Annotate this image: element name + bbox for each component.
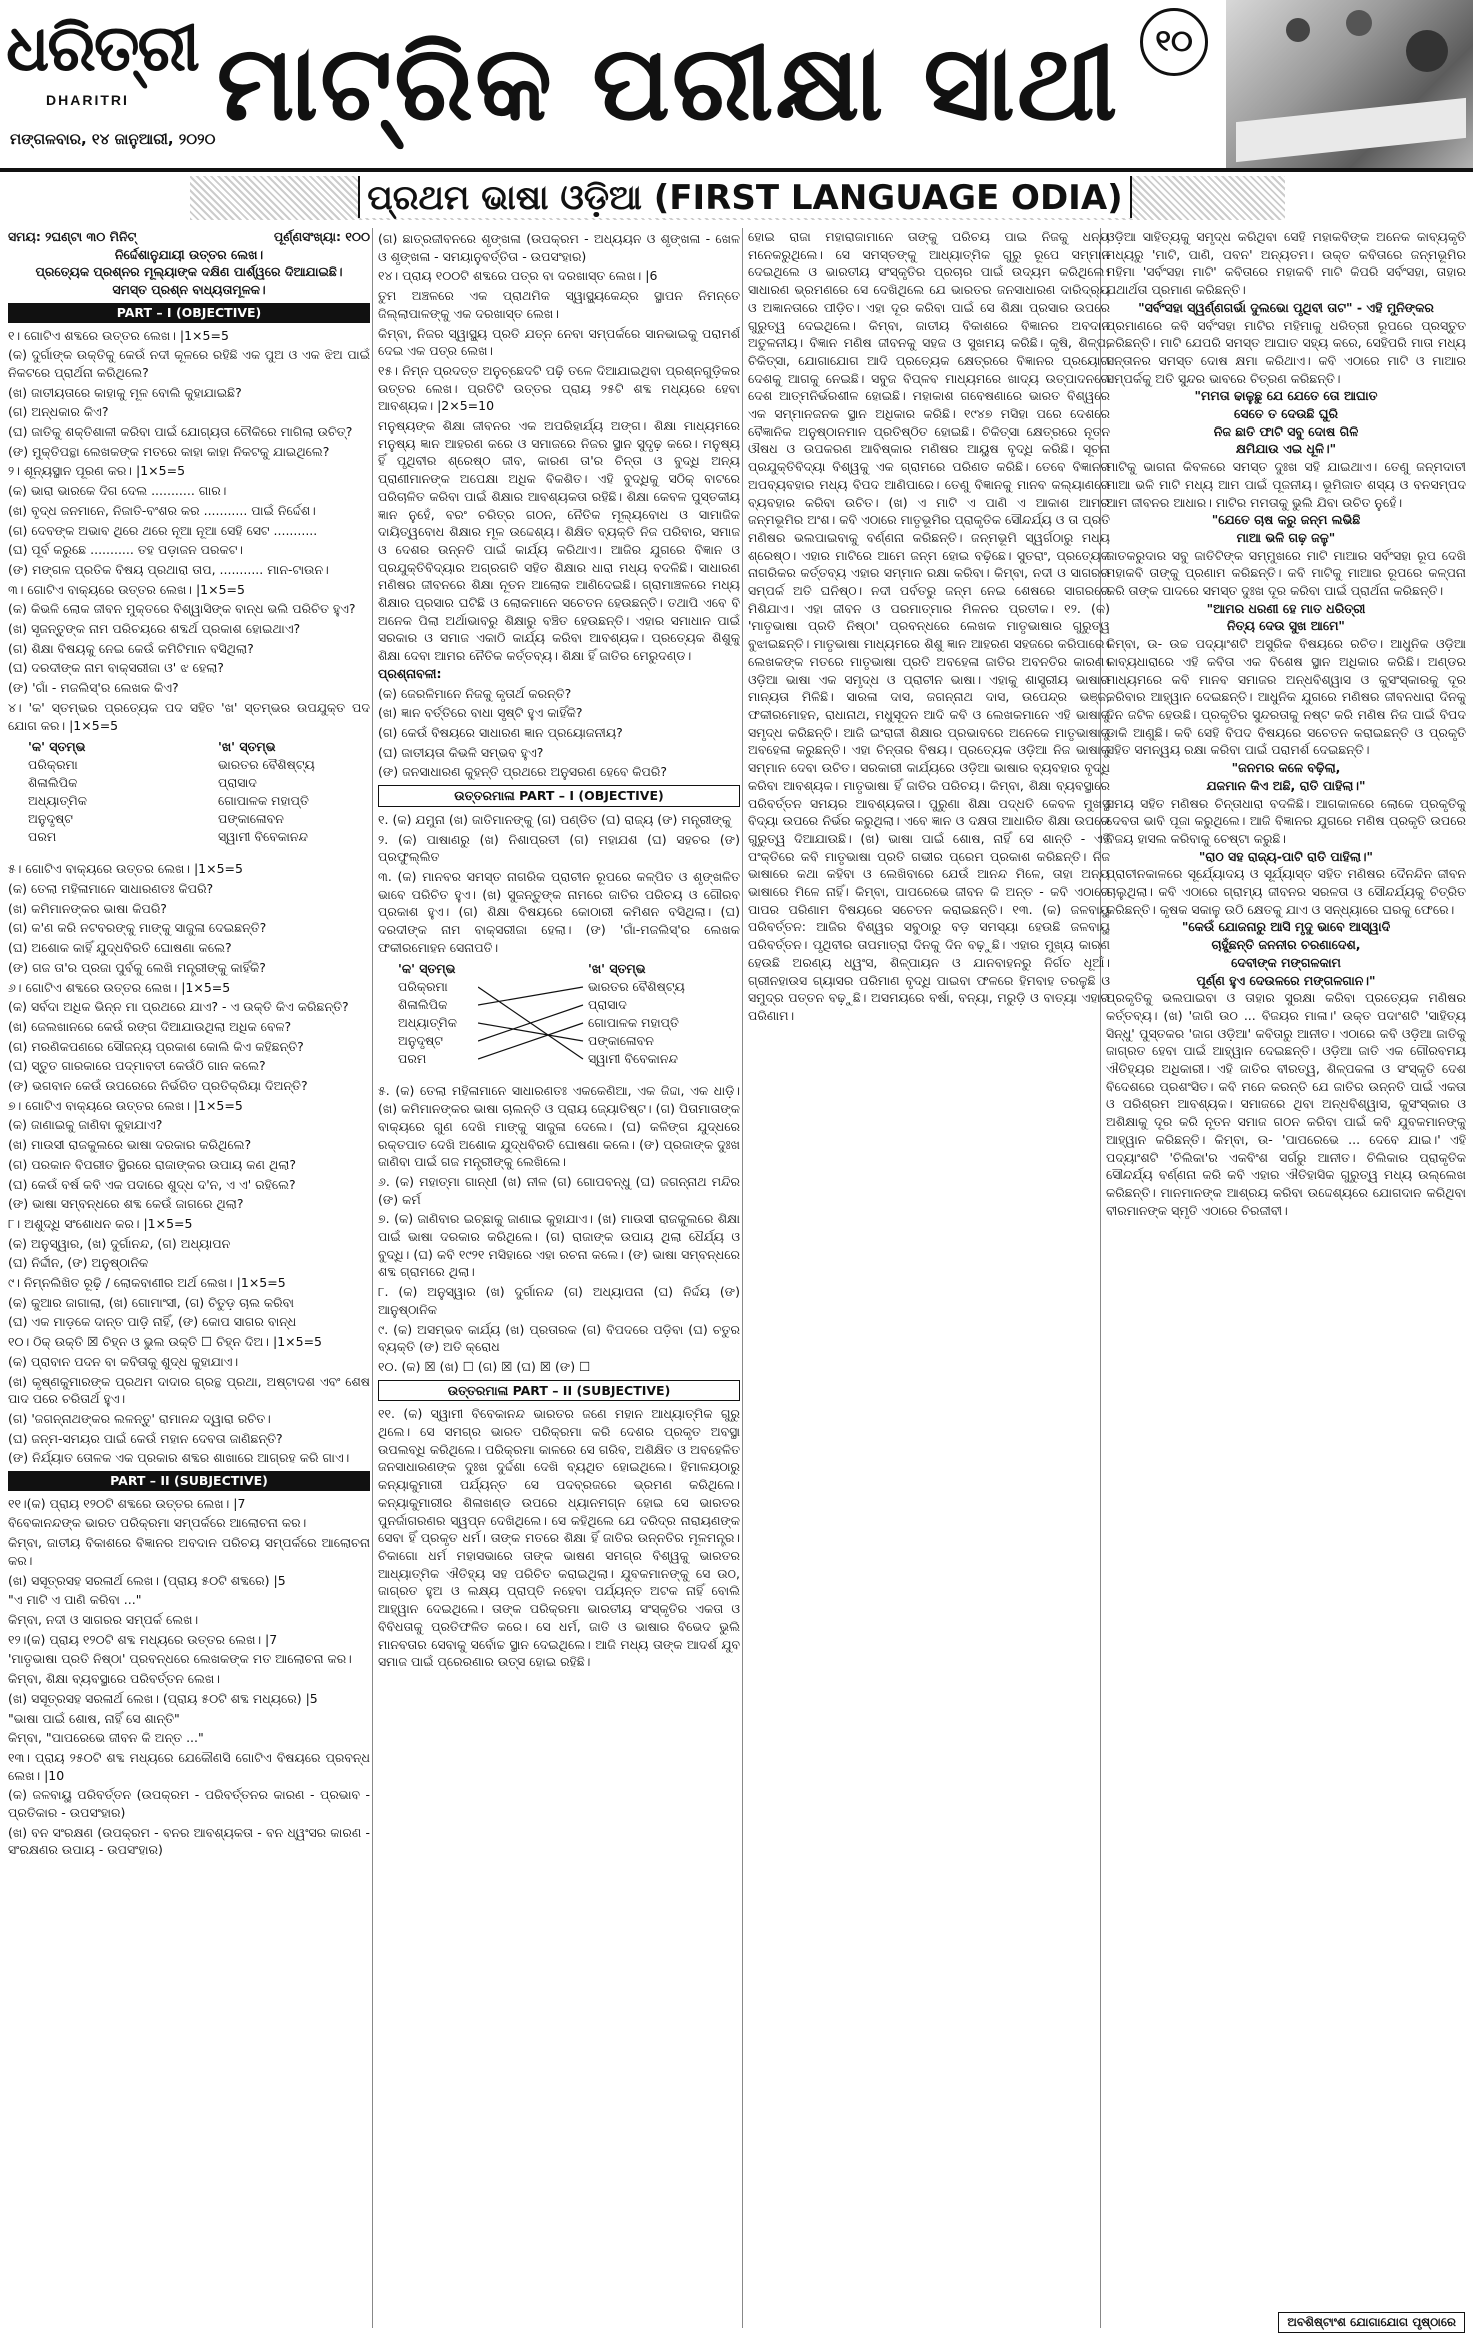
question-line: ୧୪। ପ୍ରାୟ ୧୦୦ଟି ଶବ୍ଦରେ ପତ୍ର ବା ଦରଖାସ୍ତ ଲେଖ। |6 <box>378 268 658 284</box>
question-line: (ଗ) ମରଣିକପଣରେ ସୌଜନ୍ୟ ପ୍ରକାଶ କୋଲି କିଏ କହିଛନ୍ତି? <box>8 1038 304 1054</box>
verse-line: ଚାହୁଁଛନ୍ତି ଜନନୀର ଚରଣାଦେଶ, <box>1211 937 1361 953</box>
verse-block <box>1106 848 1466 866</box>
match-item: ଅଧ୍ୟାତ୍ମିକ <box>28 793 87 809</box>
question-line: କିମ୍ବା, ଜାତୀୟ ବିକାଶରେ ବିଜ୍ଞାନର ଅବଦାନ ପରିଚୟ ସମ୍ପର୍କରେ ଆଲୋଚନା କର। <box>8 1535 370 1568</box>
question-line: ବିବେକାନନ୍ଦଙ୍କ ଭାରତ ପରିକ୍ରମା ସମ୍ପର୍କରେ ଆଲୋଚନା କର। <box>8 1515 307 1531</box>
verse-block <box>1106 511 1466 546</box>
matching-lines <box>478 960 588 1078</box>
student-figure <box>1406 30 1448 72</box>
question-line: (ଗ) ଅନ୍ଧକାର କିଏ? <box>8 404 109 420</box>
passage-question: (ଘ) ଜାତୀୟତା କିଭଳି ସମ୍ଭବ ହୁଏ? <box>378 744 544 760</box>
column-1 <box>8 228 370 2323</box>
logo-subtext: DHARITRI <box>46 92 129 108</box>
question-line: (କ) ଜଳବାୟୁ ପରିବର୍ତ୍ତନ (ଉପକ୍ରମ - ପରିବର୍ତ୍ତନର କାରଣ - ପ୍ରଭାବ - ପ୍ରତିକାର - ଉପସଂହାର) <box>8 1787 370 1821</box>
passage-questions <box>378 685 740 782</box>
match-item: ପ୍ରାସାଦ <box>588 997 627 1013</box>
question-line: ୬। ଗୋଟିଏ ଶବ୍ଦରେ ଉତ୍ତର ଲେଖ। |1×5=5 <box>8 979 231 995</box>
match-item: ପରିକ୍ରମା <box>28 757 78 773</box>
verse-line: "ମମତା ଢାଳୁଛୁ ଯେ ଯେତେ ତୋ ଆଘାତ <box>1194 388 1378 404</box>
column-head: 'ଖ' ସ୍ତମ୍ଭ <box>588 961 646 977</box>
question-line: (କ) ଅନୁସ୍ୱାର, (ଖ) ଦୁର୍ଗାନନ୍ଦ, (ଗ) ଅଧ୍ୟାପନ <box>8 1235 231 1251</box>
answer-paragraph: ସମୟ ସହିତ ମଣିଷର ଚିନ୍ତାଧାରା ବଦଳିଛି। ଆଗକାଳରେ ଲୋକେ ପ୍ରକୃତିକୁ ଦେବତା ଭାବି ପୂଜା କରୁଥିଲେ। ଆଜି ବିଜ୍ଞାନର ଯୁଗରେ ମଣିଷ ପ୍ରକୃତି ଉପରେ ବିଜୟ ହାସଲ କରିବାକୁ ଚେଷ୍ଟା କରୁଛି। <box>1106 795 1466 846</box>
verse-block <box>1106 759 1466 794</box>
question-line: କିମ୍ବା, ଶିକ୍ଷା ବ୍ୟବସ୍ଥାରେ ପରିବର୍ତ୍ତନ ଲେଖ। <box>8 1671 220 1687</box>
match-item: ପରିକ୍ରମା <box>398 979 448 995</box>
column-4 <box>1106 228 1466 2323</box>
question-line: (ଖ) ଜାତୀୟତାରେ କାହାକୁ ମୂଳ ବୋଲି କୁହାଯାଇଛି? <box>8 384 242 400</box>
question-line: (ଙ) ଭଗବାନ କେଉଁ ଉପରେରେ ନିର୍ଭରିତ ପ୍ରତିକ୍ରିୟା ଦିଅନ୍ତି? <box>8 1078 308 1094</box>
issue-date: ମଙ୍ଗଳବାର, ୧୪ ଜାନୁଆରୀ, ୨୦୨୦ <box>10 130 216 148</box>
match-item: ଅଧ୍ୟାତ୍ମିକ <box>398 1015 457 1031</box>
column-head: 'ଖ' ସ୍ତମ୍ଭ <box>218 739 276 755</box>
answer-match-left <box>398 960 457 1068</box>
question-line: ୭। ଗୋଟିଏ ବାକ୍ୟରେ ଉତ୍ତର ଲେଖ। |1×5=5 <box>8 1097 243 1113</box>
answer-line: ୫. (କ) ତେଲା ମହିଳାମାନେ ସାଧାରଣତଃ ଏକକେଣିଆ, ଏକ ଜିଦ୍ଦା, ଏକ ଧାଡ଼ି। (ଖ) କମିମାନଙ୍କର ଭାଷା ଚାଲନ୍ତି ଓ ପ୍ରାୟ ଜ୍ୟୋତିଷ୍ଟ। (ଗ) ପିତାମାତାଙ୍କ ବାକ୍ୟରେ ଗୁଣ ଦେଖି ମାଙ୍କୁ ସାଜୁଳା ଦେଲେ। (ଘ) କଳିଙ୍ଗ ଯୁଦ୍ଧରେ ରକ୍ତପାତ ଦେଖି ଅଶୋକ ଯୁଦ୍ଧବିରତି ଘୋଷଣା କଲେ। (ଙ) ପ୍ରଜାଙ୍କ ଦୁଃଖ ଜାଣିବା ପାଇଁ ଗଜ ମନ୍ତ୍ରୀଙ୍କୁ ଲେଖିଲେ। <box>378 1083 740 1170</box>
question-line: (କ) ତେଲା ମହିଳାମାନେ ସାଧାରଣତଃ କିପରି? <box>8 880 214 896</box>
match-item: ପ୍ରାସାଦ <box>218 775 257 791</box>
question-line: ୧୫। ନିମ୍ନ ପ୍ରଦତ୍ତ ଅନୁଚ୍ଛେଦଟି ପଢ଼ି ତଳେ ଦିଆଯାଇଥିବା ପ୍ରଶ୍ନଗୁଡ଼ିକର ଉତ୍ତର ଲେଖ। ପ୍ରତିଟି ଉତ୍ତର ପ୍ରାୟ ୨୫ଟି ଶବ୍ଦ ମଧ୍ୟରେ ହେବା ଆବଶ୍ୟକ। |2×5=10 <box>378 362 740 414</box>
question-line: କିମ୍ବା, ନିଜର ସ୍ୱାସ୍ଥ୍ୟ ପ୍ରତି ଯତ୍ନ ନେବା ସମ୍ପର୍କରେ ସାନଭାଇକୁ ପରାମର୍ଶ ଦେଇ ଏକ ପତ୍ର ଲେଖ। <box>378 325 740 359</box>
question-line: ୪। 'କ' ସ୍ତମ୍ଭର ପ୍ରତ୍ୟେକ ପଦ ସହିତ 'ଖ' ସ୍ତମ୍ଭର ଉପଯୁକ୍ତ ପଦ ଯୋଗ କର। |1×5=5 <box>8 699 370 733</box>
masthead <box>0 0 1473 170</box>
answer-line: ୭. (କ) ଜାଣିବାର ଇଚ୍ଛାକୁ ଜାଣାଇ କୁହାଯାଏ। (ଖ) ମାଉସୀ ରାଜକୁଲରେ ଶିକ୍ଷା ପାଇଁ ଭାଷା ଦରକାର କରିଥିଲେ। (ଗ) ରାଜାଙ୍କ ଉପାୟ ଥିଲା ଧୈର୍ଯ୍ୟ ଓ ବୁଦ୍ଧି। (ଘ) କବି ୧୯୨୧ ମସିହାରେ ଏହା ରଚନା କଲେ। (ଙ) ଭାଷା ସମ୍ବନ୍ଧରେ ଶବ୍ଦ ଗ୍ରାମରେ ଥିଲା। <box>378 1211 740 1280</box>
question-line: (ଖ) ବୃଦ୍ଧ ଜନମାନେ, ନିଜାତି-ବଂଶର କର ........... ପାଇଁ ନିର୍ଦ୍ଦେଶ। <box>8 502 316 518</box>
question-line: (ଙ) 'ଗାଁ - ମଜଲିସ୍'ର ଲେଖକ କିଏ? <box>8 680 179 696</box>
essay-answer: ୧୧. (କ) ସ୍ୱାମୀ ବିବେକାନନ୍ଦ ଭାରତର ଜଣେ ମହାନ ଆଧ୍ୟାତ୍ମିକ ଗୁରୁ ଥିଲେ। ସେ ସମଗ୍ର ଭାରତ ପରିକ୍ରମା କରି ଦେଶର ପ୍ରକୃତ ଅବସ୍ଥା ଉପଲବ୍ଧି କରିଥିଲେ। ପରିକ୍ରମା କାଳରେ ସେ ଗରିବ, ଅଶିକ୍ଷିତ ଓ ଅବହେଳିତ ଜନସାଧାରଣଙ୍କ ଦୁଃଖ ଦୁର୍ଦ୍ଦଶା ଦେଖି ବ୍ୟଥିତ ହୋଇଥିଲେ। ହିମାଳୟଠାରୁ କନ୍ୟାକୁମାରୀ ପର୍ଯ୍ୟନ୍ତ ସେ ପଦବ୍ରଜରେ ଭ୍ରମଣ କରିଥିଲେ। କନ୍ୟାକୁମାରୀର ଶିଳାଖଣ୍ଡ ଉପରେ ଧ୍ୟାନମଗ୍ନ ହୋଇ ସେ ଭାରତର ପୁନର୍ଜାଗରଣର ସ୍ୱପ୍ନ ଦେଖିଥିଲେ। ସେ କହିଥିଲେ ଯେ ଦରିଦ୍ର ନାରାୟଣଙ୍କ ସେବା ହିଁ ପ୍ରକୃତ ଧର୍ମ। ତାଙ୍କ ମତରେ ଶିକ୍ଷା ହିଁ ଜାତିର ଉନ୍ନତିର ମୂଳମନ୍ତ୍ର। ଚିକାଗୋ ଧର୍ମ ମହାସଭାରେ ତାଙ୍କ ଭାଷଣ ସମଗ୍ର ବିଶ୍ୱକୁ ଭାରତର ଆଧ୍ୟାତ୍ମିକ ଐତିହ୍ୟ ସହ ପରିଚିତ କରାଇଥିଲା। ଯୁବକମାନଙ୍କୁ ସେ ଉଠ, ଜାଗ୍ରତ ହୁଅ ଓ ଲକ୍ଷ୍ୟ ପ୍ରାପ୍ତି ନହେବା ପର୍ଯ୍ୟନ୍ତ ଅଟକ ନାହିଁ ବୋଲି ଆହ୍ୱାନ ଦେଇଥିଲେ। ତାଙ୍କ ପରିକ୍ରମା ଭାରତୀୟ ସଂସ୍କୃତିର ଏକତା ଓ ବିବିଧତାକୁ ପ୍ରତିଫଳିତ କରେ। ସେ ଧର୍ମ, ଜାତି ଓ ଭାଷାର ବିଭେଦ ଭୁଲି ମାନବତାର ସେବାକୁ ସର୍ବୋଚ୍ଚ ସ୍ଥାନ ଦେଇଥିଲେ। ଆଜି ମଧ୍ୟ ତାଙ୍କ ଆଦର୍ଶ ଯୁବ ସମାଜ ପାଇଁ ପ୍ରେରଣାର ଉତ୍ସ ହୋଇ ରହିଛି। <box>378 1406 740 1670</box>
question-line: ୧୨।(କ) ପ୍ରାୟ ୧୨୦ଟି ଶବ୍ଦ ମଧ୍ୟରେ ଉତ୍ତର ଲେଖ। |7 <box>8 1631 278 1647</box>
match-item: ଶିଳାଲିପିକ <box>398 997 448 1013</box>
answer-paragraph: ମାଟିକୁ ଭାଗନା କିବଳରେ ସମସ୍ତ ଦୁଃଖ ସହି ଯାଇଥାଏ। ତେଣୁ ଜନ୍ମଦାତୀ ମାଆ ଭଳି ମାଟି ମଧ୍ୟ ଆମ ପାଇଁ ପୂଜନୀୟ। ଭୂମିଜାତ ଶସ୍ୟ ଓ ବନସମ୍ପଦ ଆମ ଜୀବନର ଆଧାର। ମାଟିର ମମତାକୁ ଭୁଲି ଯିବା ଉଚିତ ନୁହେଁ। <box>1106 459 1466 510</box>
question-line: (ଘ) ସ୍ତୁତ ଗାରକାରେ ପଦ୍ମାବତୀ କେଉଁଠି ଗାନ କଲେ? <box>8 1058 266 1074</box>
letter-and-passage-questions <box>378 230 740 415</box>
verse-block <box>1106 918 1466 989</box>
student-figure <box>1346 10 1372 36</box>
question-line: (ଗ) ଶିକ୍ଷା ବିଷୟକୁ ନେଇ କେଉଁ କମିଟିମାନ ବସିଥିଲା? <box>8 640 254 656</box>
question-line: (ଘ) ଜାତିକୁ ଶକ୍ତିଶାଳୀ କରିବା ପାଇଁ ଯୋଗ୍ୟତା ଚୌକିରେ ମାଗିଲା ଉଚିତ୍? <box>8 424 353 440</box>
objective-questions-a <box>8 327 370 735</box>
question-line: ତୁମ ଅଞ୍ଚଳରେ ଏକ ପ୍ରାଥମିକ ସ୍ୱାସ୍ଥ୍ୟକେନ୍ଦ୍ର ସ୍ଥାପନ ନିମନ୍ତେ ଜିଲ୍ଲାପାଳଙ୍କୁ ଏକ ଦରଖାସ୍ତ ଲେଖ। <box>378 288 740 321</box>
question-line: ୫। ଗୋଟିଏ ବାକ୍ୟରେ ଉତ୍ତର ଲେଖ। |1×5=5 <box>8 861 243 877</box>
column-divider <box>372 228 373 2328</box>
column-3 <box>748 228 1110 2323</box>
part-two-header: PART – II (SUBJECTIVE) <box>8 1471 370 1491</box>
question-line: (ଙ) ମଙ୍ଗଳ ପ୍ରତିକ ବିଷୟ ପ୍ରଥାରା ତାପ, ........... ମାନ-ଟାଉନ। <box>8 561 329 577</box>
answer-continuation: ହୋଇ ରାଜା ମହାରାଜାମାନେ ତାଙ୍କୁ ପରିଚୟ ପାଇ ନିଜକୁ ଧନ୍ୟ ମନେକରୁଥିଲେ। ସେ ସମସ୍ତଙ୍କୁ ଆଧ୍ୟାତ୍ମିକ ଗୁରୁ ରୂପେ ସମ୍ମାନ ଦେଇଥିଲେ ଓ ଭାରତୀୟ ସଂସ୍କୃତିର ପ୍ରଚାର ପାଇଁ ଉଦ୍ୟମ କରିଥିଲେ। ସାଧାରଣ ଭ୍ରମଣରେ ସେ ଦେଖିଥିଲେ ଯେ ଭାରତର ଜନସାଧାରଣ ଦାରିଦ୍ର୍ୟ ଓ ଅଜ୍ଞାନତାରେ ପୀଡ଼ିତ। ଏହା ଦୂର କରିବା ପାଇଁ ସେ ଶିକ୍ଷା ପ୍ରସାର ଉପରେ ଗୁରୁତ୍ୱ ଦେଇଥିଲେ। କିମ୍ବା, ଜାତୀୟ ବିକାଶରେ ବିଜ୍ଞାନର ଅବଦାନ ଅତୁଳନୀୟ। ବିଜ୍ଞାନ ମଣିଷ ଜୀବନକୁ ସହଜ ଓ ସୁଖମୟ କରିଛି। କୃଷି, ଶିଳ୍ପ, ଚିକିତ୍ସା, ଯୋଗାଯୋଗ ଆଦି ପ୍ରତ୍ୟେକ କ୍ଷେତ୍ରରେ ବିଜ୍ଞାନର ପ୍ରୟୋଗ ଦେଶକୁ ଆଗକୁ ନେଇଛି। ସବୁଜ ବିପ୍ଳବ ମାଧ୍ୟମରେ ଖାଦ୍ୟ ଉତ୍ପାଦନରେ ଦେଶ ଆତ୍ମନିର୍ଭରଶୀଳ ହୋଇଛି। ମହାକାଶ ଗବେଷଣାରେ ଭାରତ ବିଶ୍ୱରେ ଏକ ସମ୍ମାନଜନକ ସ୍ଥାନ ଅଧିକାର କରିଛି। ୧୯୪୭ ମସିହା ପରେ ଦେଶରେ ବୈଜ୍ଞାନିକ ଅନୁଷ୍ଠାନମାନ ପ୍ରତିଷ୍ଠିତ ହୋଇଛି। ଚିକିତ୍ସା କ୍ଷେତ୍ରରେ ନୂତନ ଔଷଧ ଓ ଉପକରଣ ଆବିଷ୍କାର ମଣିଷର ଆୟୁଷ ବୃଦ୍ଧି କରିଛି। ସୂଚନା ପ୍ରଯୁକ୍ତିବିଦ୍ୟା ବିଶ୍ୱକୁ ଏକ ଗ୍ରାମରେ ପରିଣତ କରିଛି। ତେବେ ବିଜ୍ଞାନର ଅପବ୍ୟବହାର ମଧ୍ୟ ବିପଦ ଆଣିପାରେ। ତେଣୁ ବିଜ୍ଞାନକୁ ମାନବ କଲ୍ୟାଣରେ ବ୍ୟବହାର କରିବା ଉଚିତ। (ଖ) ଏ ମାଟି ଏ ପାଣି ଏ ଆକାଶ ଆମର ଜନ୍ମଭୂମିର ଅଂଶ। କବି ଏଠାରେ ମାତୃଭୂମିର ପ୍ରାକୃତିକ ସୌନ୍ଦର୍ଯ୍ୟ ଓ ତା ପ୍ରତି ମଣିଷର ଭଲପାଇବାକୁ ବର୍ଣ୍ଣନା କରିଛନ୍ତି। ଜନ୍ମଭୂମି ସ୍ୱର୍ଗଠାରୁ ମଧ୍ୟ ଶ୍ରେଷ୍ଠ। ଏହାର ମାଟିରେ ଆମେ ଜନ୍ମ ହୋଇ ବଢ଼ିଛେ। ସୁତରାଂ, ପ୍ରତ୍ୟେକ ନାଗରିକର କର୍ତ୍ତବ୍ୟ ଏହାର ସମ୍ମାନ ରକ୍ଷା କରିବା। କିମ୍ବା, ନଦୀ ଓ ସାଗରର ସମ୍ପର୍କ ଅତି ଘନିଷ୍ଠ। ନଦୀ ପର୍ବତରୁ ଜନ୍ମ ନେଇ ଶେଷରେ ସାଗରରେ ମିଶିଯାଏ। ଏହା ଜୀବନ ଓ ପରମାତ୍ମାର ମିଳନର ପ୍ରତୀକ। ୧୨. (କ) 'ମାତୃଭାଷା ପ୍ରତି ନିଷ୍ଠା' ପ୍ରବନ୍ଧରେ ଲେଖକ ମାତୃଭାଷାର ଗୁରୁତ୍ୱ ବୁଝାଇଛନ୍ତି। ମାତୃଭାଷା ମାଧ୍ୟମରେ ଶିଶୁ ଜ୍ଞାନ ଆହରଣ ସହଜରେ କରିପାରେ। ଲେଖକଙ୍କ ମତରେ ମାତୃଭାଷା ପ୍ରତି ଅବହେଳା ଜାତିର ଅବନତିର କାରଣ। ଓଡ଼ିଆ ଭାଷା ଏକ ସମୃଦ୍ଧ ଓ ପ୍ରାଚୀନ ଭାଷା। ଏହାକୁ ଶାସ୍ତ୍ରୀୟ ଭାଷାର ମାନ୍ୟତା ମିଳିଛି। ସାରଳା ଦାସ, ଜଗନ୍ନାଥ ଦାସ, ଉପେନ୍ଦ୍ର ଭଞ୍ଜ, ଫକୀରମୋହନ, ରାଧାନାଥ, ମଧୁସୂଦନ ଆଦି କବି ଓ ଲେଖକମାନେ ଏହି ଭାଷାକୁ ସମୃଦ୍ଧ କରିଛନ୍ତି। ଆଜି ଇଂରାଜୀ ଶିକ୍ଷାର ପ୍ରଭାବରେ ଅନେକେ ମାତୃଭାଷାକୁ ଅବହେଳା କରୁଛନ୍ତି। ଏହା ଚିନ୍ତାର ବିଷୟ। ପ୍ରତ୍ୟେକ ଓଡ଼ିଆ ନିଜ ଭାଷାକୁ ସମ୍ମାନ ଦେବା ଉଚିତ। ସରକାରୀ କାର୍ଯ୍ୟରେ ଓଡ଼ିଆ ଭାଷାର ବ୍ୟବହାର ବୃଦ୍ଧି କରିବା ଆବଶ୍ୟକ। ମାତୃଭାଷା ହିଁ ଜାତିର ପରିଚୟ। କିମ୍ବା, ଶିକ୍ଷା ବ୍ୟବସ୍ଥାରେ ପରିବର୍ତ୍ତନ ସମୟର ଆବଶ୍ୟକତା। ପୁରୁଣା ଶିକ୍ଷା ପଦ୍ଧତି କେବଳ ମୁଖସ୍ଥ ବିଦ୍ୟା ଉପରେ ନିର୍ଭର କରୁଥିଲା। ଏବେ ଜ୍ଞାନ ଓ ଦକ୍ଷତା ଆଧାରିତ ଶିକ୍ଷା ଉପରେ ଗୁରୁତ୍ୱ ଦିଆଯାଉଛି। (ଖ) ଭାଷା ପାଇଁ ଶୋଷ, ନାହିଁ ସେ ଶାନ୍ତି - ଏହି ପଂକ୍ତିରେ କବି ମାତୃଭାଷା ପ୍ରତି ଗଭୀର ପ୍ରେମ ପ୍ରକାଶ କରିଛନ୍ତି। ନିଜ ଭାଷାରେ କଥା କହିବା ଓ ଲେଖିବାରେ ଯେଉଁ ଆନନ୍ଦ ମିଳେ, ତାହା ଅନ୍ୟ ଭାଷାରେ ମିଳେ ନାହିଁ। କିମ୍ବା, ପାପରେଭେ ଜୀବନ କି ଅନ୍ତ - କବି ଏଠାରେ ପାପର ପରିଣାମ ବିଷୟରେ ସଚେତନ କରାଇଛନ୍ତି। ୧୩. (କ) ଜଳବାୟୁ ପରିବର୍ତ୍ତନ: ଆଜିର ବିଶ୍ୱର ସବୁଠାରୁ ବଡ଼ ସମସ୍ୟା ହେଉଛି ଜଳବାୟୁ ପରିବର୍ତ୍ତନ। ପୃଥିବୀର ତାପମାତ୍ରା ଦିନକୁ ଦିନ ବଢ଼ୁଛି। ଏହାର ମୁଖ୍ୟ କାରଣ ହେଉଛି ଅରଣ୍ୟ ଧ୍ୱଂସ, ଶିଳ୍ପାୟନ ଓ ଯାନବାହନରୁ ନିର୍ଗତ ଧୂଆଁ। ଗ୍ରୀନହାଉସ ଗ୍ୟାସର ପରିମାଣ ବୃଦ୍ଧି ପାଇବା ଫଳରେ ହିମବାହ ତରଳୁଛି ଓ ସମୁଦ୍ର ପତ୍ତନ ବଢ଼ୁଛି। ଅସମୟରେ ବର୍ଷା, ବନ୍ୟା, ମରୁଡ଼ି ଓ ବାତ୍ୟା ଏହାର ପରିଣାମ। <box>748 229 1110 1023</box>
answer-match-columns <box>378 960 740 1078</box>
match-columns <box>8 738 370 856</box>
question-line: କିମ୍ବା, ନଦୀ ଓ ସାଗରର ସମ୍ପର୍କ ଲେଖ। <box>8 1612 199 1627</box>
match-item: ଅନୁଦୃଷ୍ଟ <box>28 811 73 827</box>
verse-line: ନିତ୍ୟ ଦେଉ ସୁଖ ଆମେ" <box>1227 618 1345 634</box>
continued-note: ଅବଶିଷ୍ଟାଂଶ ଯୋଗାଯୋଗ ପୃଷ୍ଠାରେ <box>1278 2312 1465 2333</box>
answer-line: ୮. (କ) ଅନୁସ୍ୱାର (ଖ) ଦୁର୍ଗାନନ୍ଦ (ଗ) ଅଧ୍ୟାପନା (ଘ) ନିର୍ଦ୍ଦୟ (ଙ) ଆନୁଷ୍ଠାନିକ <box>378 1284 740 1317</box>
verse-line: ଦେବୀଙ୍କ ମଙ୍ଗଳକାମ <box>1231 954 1341 970</box>
column-2 <box>378 228 740 2323</box>
passage-question: (କ) ଜେରଳିମାନେ ନିଜକୁ କୃତାର୍ଥ କରନ୍ତି? <box>378 685 572 701</box>
answer-line: ୩. (କ) ମାନବର ସମସ୍ତ ନାଗରିକ ପ୍ରାଚୀନ ରୂପରେ କଳ୍ପିତ ଓ ଶୃଙ୍ଖଳିତ ଭାବେ ପରିଚିତ ହୁଏ। (ଖ) ସୁଜନ୍ତୁଙ୍କ ନାମରେ ଜାତିର ପରିଚୟ ଓ ଗୌରବ ପ୍ରକାଶ ହୁଏ। (ଗ) ଶିକ୍ଷା ବିଷୟରେ କୋଠାରୀ କମିଶନ ବସିଥିଲା। (ଘ) ଦରଦୀଙ୍କ ନାମ ବାକ୍ସରୀଜା ହେଲା। (ଙ) 'ଗାଁ-ମଜଲିସ୍'ର ଲେଖକ ଫକୀରମୋହନ ସେନାପତି। <box>378 868 740 955</box>
question-line: "ଭାଷା ପାଇଁ ଶୋଷ, ନାହିଁ ସେ ଶାନ୍ତି" <box>8 1710 180 1726</box>
answer-paragraph: କିମ୍ବା, ଉ- ଉଚ୍ଚ ପଦ୍ୟାଂଶଟି ଅସୁରିକ ବିଷୟରେ ରଚିତ। ଆଧୁନିକ ଓଡ଼ିଆ କାବ୍ୟଧାରାରେ ଏହି କବିତା ଏକ ବିଶେଷ ସ୍ଥାନ ଅଧିକାର କରିଛି। ଅଣ୍ଡର ମାଧ୍ୟମରେ କବି ମାନବ ସମାଜର ଅନ୍ଧବିଶ୍ୱାସ ଓ କୁସଂସ୍କାରକୁ ଦୂର କରିବାର ଆହ୍ୱାନ ଦେଇଛନ୍ତି। ଆଧୁନିକ ଯୁଗରେ ମଣିଷର ଜୀବନଧାରା ଦିନକୁ ଦିନ ଜଟିଳ ହେଉଛି। ପ୍ରକୃତିର ସୁନ୍ଦରତାକୁ ନଷ୍ଟ କରି ମଣିଷ ନିଜ ପାଇଁ ବିପଦ ଡାକି ଆଣୁଛି। କବି ସେହି ବିପଦ ବିଷୟରେ ସଚେତନ କରାଇଛନ୍ତି ଓ ପ୍ରକୃତି ସହିତ ସମନ୍ୱୟ ରକ୍ଷା କରିବା ପାଇଁ ପରାମର୍ଶ ଦେଇଛନ୍ତି। <box>1106 636 1466 758</box>
answer-line: ୧. (କ) ଯମୁନା (ଖ) ଜାତିମାନଙ୍କୁ (ଗ) ପଣ୍ଡିତ (ଘ) ରାଜ୍ୟ (ଙ) ମନ୍ତ୍ରୀଙ୍କୁ <box>378 811 732 827</box>
match-item: ପରମ <box>398 1051 427 1067</box>
column-head: 'କ' ସ୍ତମ୍ଭ <box>28 739 86 755</box>
match-item: ସ୍ୱାମୀ ବିବେକାନନ୍ଦ <box>218 829 308 845</box>
match-item: ସ୍ୱାମୀ ବିବେକାନନ୍ଦ <box>588 1051 678 1067</box>
question-line: (ଘ) ଜନ୍ମ-ସମୟର ପାଇଁ କେଉଁ ମହାନ ଦେବତା ଜାଣିଛନ୍ତି? <box>8 1430 283 1446</box>
question-line: (କ) ପ୍ରାବାନ ପଦନ ବା କବିତାକୁ ଶୁଦ୍ଧ କୁହାଯାଏ। <box>8 1353 239 1369</box>
question-line: ୩। ଗୋଟିଏ ବାକ୍ୟରେ ଉତ୍ତର ଲେଖ। |1×5=5 <box>8 581 245 597</box>
answer-paragraph: ପ୍ରମାଣରେ କବି ସର୍ବଂସହା ମାଟିର ମହିମାକୁ ଧରିତ୍ରୀ ରୂପରେ ପ୍ରସ୍ତୁତ କରିଛନ୍ତି। ମାଟି ଯେପରି ସମସ୍ତ ଆଘାତ ସହ୍ୟ କରେ, ସେହିପରି ମାତା ମଧ୍ୟ ସନ୍ତାନର ସମସ୍ତ ଦୋଷ କ୍ଷମା କରିଥାଏ। କବି ଏଠାରେ ମାଟି ଓ ମାଆର ସମ୍ପର୍କକୁ ଅତି ସୁନ୍ଦର ଭାବରେ ଚିତ୍ରଣ କରିଛନ୍ତି। <box>1106 317 1466 386</box>
question-line: (ଗ) ଛାତ୍ରଜୀବନରେ ଶୃଙ୍ଖଳା (ଉପକ୍ରମ - ଅଧ୍ୟୟନ ଓ ଶୃଙ୍ଖଳା - ଖେଳ ଓ ଶୃଙ୍ଖଳା - ସମୟାନୁବର୍ତ୍ତିତା - ଉପସଂହାର) <box>378 231 740 264</box>
verse-line: ଯଜମାନ କିଏ ଅଛି, ରାତି ପାହିଲା।" <box>1206 777 1366 793</box>
question-line: (ଘ) କେଉଁ ବର୍ଷ କବି ଏକ ପଦାରେ ଶୁଦ୍ଧ ଦ'ନ, ଏ ଏ' ରହିଲେ? <box>8 1176 296 1192</box>
passage-question: (ଙ) ଜନସାଧାରଣ କୁହନ୍ତି ପ୍ରଥରେ ଅନୁସରଣ ହେବେ କିପରି? <box>378 764 667 780</box>
question-line: (ଙ) ଭାଷା ସମ୍ବନ୍ଧରେ ଶବ୍ଦ କେଉଁ ଜାଗରେ ଥିଲା? <box>8 1196 244 1212</box>
objective-questions-b <box>8 860 370 1467</box>
subject-heading: ପ୍ରଥମ ଭାଷା ଓଡ଼ିଆ (FIRST LANGUAGE ODIA) <box>358 176 1132 218</box>
passage-question: (ଗ) କେଉଁ ବିଷୟରେ ସାଧାରଣ ଜ୍ଞାନ ପ୍ରୟୋଜନୀୟ? <box>378 724 623 740</box>
answer-paragraph: ଓଡ଼ିଆ ସାହିତ୍ୟକୁ ସମୃଦ୍ଧ କରିଥିବା ସେହି ମହାକବିଙ୍କ ଅନେକ କାବ୍ୟକୃତି ମଧ୍ୟରୁ 'ମାଟି, ପାଣି, ପବନ' ଅନ୍ୟତମ। ଉକ୍ତ କବିତାରେ ଜନ୍ମଭୂମିର ମହିମା 'ସର୍ବଂସହା ମାଟି' କବିତାରେ ମହାକବି ମାଟି କିପରି ସର୍ବଂସହା, ତାହାର ଯଥାର୍ଥତା ପ୍ରମାଣ କରିଛନ୍ତି। <box>1106 229 1466 298</box>
answer-line: ୧୦. (କ) ☒ (ଖ) ☐ (ଗ) ☒ (ଘ) ☒ (ଙ) ☐ <box>378 1358 591 1374</box>
question-line: ୧୩। ପ୍ରାୟ ୨୫୦ଟି ଶବ୍ଦ ମଧ୍ୟରେ ଯେକୌଣସି ଗୋଟିଏ ବିଷୟରେ ପ୍ରବନ୍ଧ ଲେଖ। |10 <box>8 1749 370 1783</box>
verse-line: "ଆମର ଧରଣୀ ହେ ମାତ ଧରିତ୍ରୀ <box>1206 600 1366 616</box>
match-item: ଅନୁଦୃଷ୍ଟ <box>398 1033 443 1049</box>
match-right-column <box>218 738 315 846</box>
exam-time: ସମୟ: ୨ଘଣ୍ଟା ୩୦ ମିନିଟ୍ <box>8 229 137 244</box>
question-line: (ଗ) ଦେବଙ୍କ ଅଭାବ ଥିରେ ଥରେ ନୂଆ ନୂଆ ସେହି ସେଟ ........... <box>8 522 318 538</box>
question-line: କିମ୍ବା, "ପାପରେଭେ ଜୀବନ କି ଅନ୍ତ ..." <box>8 1730 204 1746</box>
match-left-column <box>28 738 87 846</box>
question-line: (କ) କିଭଳି ଲୋକ ଜୀବନ ମୁକ୍ତରେ ବିଶ୍ୱାସିଙ୍କ ବାନ୍ଧ ଭଲି ପରିଚିତ ହୁଏ? <box>8 601 356 617</box>
logo-text: ଧରିତ୍ରୀ <box>6 11 198 86</box>
desk-shape <box>1236 98 1466 162</box>
question-line: (ଘ) ନିର୍ଦ୍ଦୀନ, (ଙ) ଅନୁଷ୍ଠାନିକ <box>8 1255 149 1271</box>
question-line: ୮। ଅଶୁଦ୍ଧି ସଂଶୋଧନ କର। |1×5=5 <box>8 1215 193 1231</box>
question-line: (ଘ) ଅଶୋକ କାହିଁ ଯୁଦ୍ଧବିରତି ଘୋଷଣା କଲେ? <box>8 940 232 956</box>
verse-line: ମାଆ ଭଳି ଗଢ଼ ଜଳୁ" <box>1236 529 1336 545</box>
question-line: ୯। ନିମ୍ନଲିଖିତ ରୂଢ଼ି / ଲୋକବାଣୀର ଅର୍ଥ ଲେଖ। |1×5=5 <box>8 1275 286 1291</box>
verse-line: "କେଉଁ ଯୋଜନାରୁ ଆସି ମୃଦୁ ଭାବେ ଆସ୍ୱାଦି <box>1181 919 1391 935</box>
question-line: "ଏ ମାଟି ଏ ପାଣି କରିବା ..." <box>8 1592 142 1608</box>
question-line: (ଗ) ପରକାନ ବିପରୀତ ସ୍ଥିରରେ ରାଜାଙ୍କର ଉପାୟ କଣ ଥିଲା? <box>8 1156 297 1172</box>
question-line: (ଗ) କ'ଣ କରି ନଟବରଙ୍କୁ ମାଙ୍କୁ ସାଜୁଳା ଦେଇଛନ୍ତି? <box>8 920 267 936</box>
column-head: 'କ' ସ୍ତମ୍ଭ <box>398 961 456 977</box>
page-title: ମାଟ୍ରିକ ପରୀକ୍ଷା ସାଥୀ <box>216 22 1120 144</box>
question-line: (ଘ) ଦରଦୀଙ୍କ ନାମ ବାକ୍ସରୀଜା ଓ' ଝ ହେଲା? <box>8 660 224 676</box>
match-item: ପଙ୍କାଳୋବନ <box>588 1033 654 1049</box>
question-line: (ଖ) କମିମାନଙ୍କର ଭାଷା କିପରି? <box>8 900 167 916</box>
question-line: (କ) ଜାଣାଇକୁ ଜାଣିବା କୁହାଯାଏ? <box>8 1117 163 1133</box>
verse-line: ପୂର୍ଣ୍ଣ ହୁଏ ଦେଉଳରେ ମଙ୍ଗଳଗାନ।" <box>1196 972 1376 988</box>
verse-line: "ସର୍ବଂସହା ସ୍ୱର୍ଣ୍ଣଗର୍ଭା ଦୁଲଭୋ ପୃଥିବୀ ତାଟ" - ଏହି ମୁନିଙ୍କର <box>1138 299 1434 315</box>
question-line: ୧୦। ଠିକ୍ ଉକ୍ତି ☒ ଚିହ୍ନ ଓ ଭୁଲ ଉକ୍ତି ☐ ଚିହ୍ନ ଦିଅ। |1×5=5 <box>8 1334 323 1350</box>
match-item: ଶିଳାଲିପିକ <box>28 775 78 791</box>
verse-block <box>1106 387 1466 458</box>
verse-line: "ଯେତେ ଚାଷ କରୁ ଜନ୍ମ ଲଭିଛି <box>1211 512 1361 528</box>
verse-line: ନିଜ ଛାତି ଫାଟି ସବୁ ଦୋଷ ଗିଳି <box>1213 423 1359 439</box>
exam-meta <box>8 228 370 246</box>
page-number-badge: ୧୦ <box>1140 8 1208 76</box>
exam-marks: ପୂର୍ଣ୍ଣସଂଖ୍ୟା: ୧୦୦ <box>273 229 370 244</box>
answer-key-part-one: ଉତ୍ତରମାଳା PART – I (OBJECTIVE) <box>378 785 740 807</box>
question-line: (କ) ଭାରା ଭାରକେ ଦିଗ ଦେଲ ........... ଗାର। <box>8 483 227 499</box>
answer-key-part-two: ଉତ୍ତରମାଳା PART – II (SUBJECTIVE) <box>378 1380 740 1402</box>
answer-paragraph: ପ୍ରାଚୀନକାଳରେ ସୂର୍ଯ୍ୟୋଦୟ ଓ ସୂର୍ଯ୍ୟାସ୍ତ ସହିତ ମଣିଷର ଦୈନନ୍ଦିନ ଜୀବନ ଚାଲୁଥିଲା। କବି ଏଠାରେ ଗ୍ରାମ୍ୟ ଜୀବନର ସରଳତା ଓ ସୌନ୍ଦର୍ଯ୍ୟକୁ ଚିତ୍ରିତ କରିଛନ୍ତି। କୃଷକ ସକାଳୁ ଉଠି କ୍ଷେତକୁ ଯାଏ ଓ ସନ୍ଧ୍ୟାରେ ଘରକୁ ଫେରେ। <box>1106 866 1466 917</box>
question-line: ୧୧।(କ) ପ୍ରାୟ ୧୨୦ଟି ଶବ୍ଦରେ ଉତ୍ତର ଲେଖ। |7 <box>8 1495 246 1511</box>
question-line: ୨। ଶୂନ୍ୟସ୍ଥାନ ପୂରଣ କର। |1×5=5 <box>8 463 186 479</box>
question-line: (ଖ) ମାଉସୀ ରାଜକୁଲରେ ଭାଷା ଦରକାର କରିଥିଲେ? <box>8 1137 252 1153</box>
answer-line: ୬. (କ) ମହାତ୍ମା ଗାନ୍ଧୀ (ଖ) ନୀଳ (ଗ) ଗୋପବନ୍ଧୁ (ଘ) ଜଗନ୍ନାଥ ମନ୍ଦିର (ଙ) କର୍ମ <box>378 1173 740 1207</box>
instruction-line: ନିର୍ଦ୍ଦେଶାନୁଯାୟୀ ଉତ୍ତର ଲେଖ। <box>114 246 264 262</box>
match-item: ପଙ୍କାଳୋବନ <box>218 811 284 827</box>
subject-banner <box>190 176 1285 220</box>
match-item: ଗୋପାଳକ ମହାପ୍ତି <box>588 1015 679 1031</box>
questions-title: ପ୍ରଶ୍ନାବଳୀ: <box>378 665 442 681</box>
match-item: ପରମ <box>28 829 57 845</box>
answers-b <box>378 1082 740 1375</box>
masthead-rule <box>0 168 1473 172</box>
part-one-header: PART – I (OBJECTIVE) <box>8 303 370 323</box>
question-line: (ଖ) ସସୂତ୍ରସହ ସରଳାର୍ଥ ଲେଖ। (ପ୍ରାୟ ୫୦ଟି ଶବ୍ଦରେ) |5 <box>8 1572 286 1588</box>
answer-line: ୨. (କ) ପାଷାଣରୁ (ଖ) ନିଶାପ୍ରତୀ (ଗ) ମହାଯଶ (ଘ) ସହଚର (ଙ) ପ୍ରଫୁଲ୍ଲିତ <box>378 831 740 865</box>
exam-hall-photo <box>1226 0 1473 170</box>
comprehension-passage: ମନୁଷ୍ୟଙ୍କ ଶିକ୍ଷା ଜୀବନର ଏକ ଅପରିହାର୍ଯ୍ୟ ଅଙ୍ଗ। ଶିକ୍ଷା ମାଧ୍ୟମରେ ମନୁଷ୍ୟ ଜ୍ଞାନ ଆହରଣ କରେ ଓ ସମାଜରେ ନିଜର ସ୍ଥାନ ସୁଦୃଢ଼ କରେ। ମନୁଷ୍ୟ ହିଁ ପୃଥିବୀର ଶ୍ରେଷ୍ଠ ଜୀବ, କାରଣ ତା'ର ଚିନ୍ତା ଓ ବୁଦ୍ଧି ଅନ୍ୟ ପ୍ରାଣୀମାନଙ୍କ ଅପେକ୍ଷା ଅଧିକ ବିକଶିତ। ଏହି ବୁଦ୍ଧିକୁ ସଠିକ୍ ବାଟରେ ପରିଚାଳିତ କରିବା ପାଇଁ ଶିକ୍ଷାର ଆବଶ୍ୟକତା ରହିଛି। ଶିକ୍ଷା କେବଳ ପୁସ୍ତକୀୟ ଜ୍ଞାନ ନୁହେଁ, ବରଂ ଚରିତ୍ର ଗଠନ, ନୈତିକ ମୂଲ୍ୟବୋଧ ଓ ସାମାଜିକ ଦାୟିତ୍ୱବୋଧ ଶିକ୍ଷାର ମୂଳ ଉଦ୍ଦେଶ୍ୟ। ଶିକ୍ଷିତ ବ୍ୟକ୍ତି ନିଜ ପରିବାର, ସମାଜ ଓ ଦେଶର ଉନ୍ନତି ପାଇଁ କାର୍ଯ୍ୟ କରିଥାଏ। ଆଜିର ଯୁଗରେ ବିଜ୍ଞାନ ଓ ପ୍ରଯୁକ୍ତିବିଦ୍ୟାର ଅଗ୍ରଗତି ସହିତ ଶିକ୍ଷାର ଧାରା ମଧ୍ୟ ବଦଳିଛି। ସାଧାରଣ ମଣିଷର ଜୀବନରେ ଶିକ୍ଷା ନୂତନ ଆଲୋକ ଆଣିଦେଇଛି। ଗ୍ରାମାଞ୍ଚଳରେ ମଧ୍ୟ ଶିକ୍ଷାର ପ୍ରସାର ଘଟିଛି ଓ ଲୋକମାନେ ସଚେତନ ହେଉଛନ୍ତି। ତଥାପି ଏବେ ବି ଅନେକ ପିଲା ଅର୍ଥାଭାବରୁ ଶିକ୍ଷାରୁ ବଞ୍ଚିତ ହେଉଛନ୍ତି। ଏହାର ସମାଧାନ ପାଇଁ ସରକାର ଓ ସମାଜ ଏକାଠି କାର୍ଯ୍ୟ କରିବା ଆବଶ୍ୟକ। ପ୍ରତ୍ୟେକ ଶିଶୁକୁ ଶିକ୍ଷା ଦେବା ଆମର ନୈତିକ କର୍ତ୍ତବ୍ୟ। ଶିକ୍ଷା ହିଁ ଜାତିର ମେରୁଦଣ୍ଡ। <box>378 418 740 664</box>
answers-a <box>378 811 740 957</box>
answer-match-right <box>588 960 685 1068</box>
question-line: (ଘ) ପୂର୍ବ କରୁଛେ ........... ତହ ପଡ଼ାଜନ ପରକଟ। <box>8 542 244 558</box>
question-line: (କ) ଦୁର୍ଗାଙ୍କ ଉକ୍ତିକୁ କେଉଁ ନଦୀ କୂଳରେ ରହିଛି ଏକ ପୁଅ ଓ ଏକ ଝିଅ ପାଇଁ ନିକଟରେ ପ୍ରାର୍ଥନା କରିଥିଲେ? <box>8 347 370 380</box>
question-line: (କ) ସର୍ବଦା ଅଧିକ ଭିନ୍ନ ମା ପ୍ରଥରେ ଯାଏ? - ଏ ଉକ୍ତି କିଏ କରିଛନ୍ତି? <box>8 999 349 1015</box>
match-item: ଭାରତର ବୈଶିଷ୍ଟ୍ୟ <box>218 757 315 773</box>
passage-question: (ଖ) ଜ୍ଞାନ ବର୍ତ୍ତିରେ ବାଧା ସୃଷ୍ଟି ହୁଏ କାହିଁକି? <box>378 705 583 721</box>
match-item: ଭାରତର ବୈଶିଷ୍ଟ୍ୟ <box>588 979 685 995</box>
question-line: 'ମାତୃଭାଷା ପ୍ରତି ନିଷ୍ଠା' ପ୍ରବନ୍ଧରେ ଲେଖକଙ୍କ ମତ ଆଲୋଚନା କର। <box>8 1651 352 1667</box>
question-line: (ଙ) ନିର୍ଯ୍ୟାତ ତୋଳକ ଏକ ପ୍ରକାର ଶବ୍ଦର ଶାଖାରେ ଆଗ୍ରହ କରି ଗାଏ। <box>8 1450 350 1466</box>
question-line: ୧। ଗୋଟିଏ ଶବ୍ଦରେ ଉତ୍ତର ଲେଖ। |1×5=5 <box>8 327 229 343</box>
verse-line: କ୍ଷମିଯାଉ ଏଇ ଧୂଳି।" <box>1235 441 1337 457</box>
instruction-line: ସମସ୍ତ ପ୍ରଶ୍ନ ବାଧ୍ୟତାମୂଳକ। <box>112 282 266 298</box>
student-figure <box>1286 18 1310 42</box>
question-line: (ଖ) ସୃଜନ୍ତୁଙ୍କ ନାମ ପରିଚୟରେ ଶବ୍ଦର୍ଥ ପ୍ରକାଶ ହୋଇଥାଏ? <box>8 621 301 637</box>
answer-paragraph: ପ୍ରକୃତିକୁ ଭଲପାଇବା ଓ ତାହାର ସୁରକ୍ଷା କରିବା ପ୍ରତ୍ୟେକ ମଣିଷର କର୍ତ୍ତବ୍ୟ। (ଖ) 'ଜାଗି ଉଠ ... ବିଜୟର ମାଳା।' ଉକ୍ତ ପଦାଂଶଟି 'ସାହିତ୍ୟ ସିନ୍ଧୁ' ପୁସ୍ତକର 'ଜାଗ ଓଡ଼ିଆ' କବିତାରୁ ଆନୀତ। ଏଠାରେ କବି ଓଡ଼ିଆ ଜାତିକୁ ଜାଗ୍ରତ ହେବା ପାଇଁ ଆହ୍ୱାନ ଦେଇଛନ୍ତି। ଓଡ଼ିଆ ଜାତି ଏକ ଗୌରବମୟ ଐତିହ୍ୟର ଅଧିକାରୀ। ଏହି ଜାତିର ବୀରତ୍ୱ, ଶିଳ୍ପକଳା ଓ ସଂସ୍କୃତି ଦେଶ ବିଦେଶରେ ପ୍ରଶଂସିତ। କବି ମନେ କରନ୍ତି ଯେ ଜାତିର ଉନ୍ନତି ପାଇଁ ଏକତା ଓ ପରିଶ୍ରମ ଆବଶ୍ୟକ। ସମାଜରେ ଥିବା ଅନ୍ଧବିଶ୍ୱାସ, କୁସଂସ୍କାର ଓ ଅଶିକ୍ଷାକୁ ଦୂର କରି ନୂତନ ସମାଜ ଗଠନ କରିବା ପାଇଁ କବି ଯୁବକମାନଙ୍କୁ ଆହ୍ୱାନ କରିଛନ୍ତି। କିମ୍ବା, ଉ- 'ପାପରେଭେ ... ଦେବେ ଯାଇ।' ଏହି ପଦ୍ୟାଂଶଟି 'ଚିଲିକା'ର ଏକବିଂଶ ସର୍ଗରୁ ଆନୀତ। ଚିଲିକାର ପ୍ରାକୃତିକ ସୌନ୍ଦର୍ଯ୍ୟ ବର୍ଣ୍ଣନା କରି କବି ଏହାର ଐତିହାସିକ ଗୁରୁତ୍ୱ ମଧ୍ୟ ଉଲ୍ଲେଖ କରିଛନ୍ତି। ମାନମାନଙ୍କ ଆଶ୍ରୟ କରିବା ଉଦ୍ଦେଶ୍ୟରେ ଯୋଗଦାନ କରିଥିବା ବୀରମାନଙ୍କ ସ୍ମୃତି ଏଠାରେ ଚିରଜୀବୀ। <box>1106 990 1466 1218</box>
question-line: (ଙ) ଗଜ ତା'ର ପ୍ରଜା ପୁର୍ବକୁ ଲେଖି ମନ୍ତ୍ରୀଙ୍କୁ କାହିଁକି? <box>8 959 266 975</box>
question-line: (ଖ) ବନ ସଂରକ୍ଷଣ (ଉପକ୍ରମ - ବନର ଆବଶ୍ୟକତା - ବନ ଧ୍ୱଂସର କାରଣ - ସଂରକ୍ଷଣର ଉପାୟ - ଉପସଂହାର) <box>8 1824 370 1858</box>
subjective-questions <box>8 1495 370 1859</box>
question-line: (ଙ) ମୁକ୍ତିପନ୍ଥା ଲେଖକଙ୍କ ମତରେ କାହା କାହା ନିକଟକୁ ଯାଇଥିଲେ? <box>8 443 330 459</box>
match-item: ଗୋପାଳକ ମହାପ୍ତି <box>218 793 309 809</box>
question-line: (ଖ) କୃଷ୍ଣକୁମାରଙ୍କ ପ୍ରଥମ ଦାଦାର ଗ୍ରନ୍ଥ ପ୍ରଥା, ଅଷ୍ଟାଦଶ ଏବଂ ଶେଷ ପାଦ ପରେ ଚରିତାର୍ଥ ହୁଏ। <box>8 1373 370 1407</box>
answer-line: ୯. (କ) ଅସମ୍ଭବ କାର୍ଯ୍ୟ (ଖ) ପ୍ରତାରକ (ଗ) ବିପଦରେ ପଡ଼ିବା (ଘ) ଚତୁର ବ୍ୟକ୍ତି (ଙ) ଅତି କ୍ରୋଧ <box>378 1321 740 1355</box>
answer-paragraph: ଜାତକରୁଦାର ସବୁ ଜାତିଟିଙ୍କ ସମ୍ମୁଖରେ ମାଟି ମାଆର ସର୍ବଂସହା ରୂପ ଦେଖି ମହାକବି ତାଙ୍କୁ ପ୍ରଣାମ କରିଛନ୍ତି। କବି ମାଟିକୁ ମାଆର ରୂପରେ କଳ୍ପନା କରି ତାଙ୍କ ପାଦରେ ସମସ୍ତ ଦୁଃଖ ଦୂର କରିବା ପାଇଁ ପ୍ରାର୍ଥନା କରିଛନ୍ତି। <box>1106 547 1466 599</box>
question-line: (କ) କୁଆର ଜାଗାଲା, (ଖ) ଗୋମାଂସୀ, (ଗ) ଚିତୁଡ଼ ଚାଲ କରିବା <box>8 1294 295 1310</box>
column-divider <box>742 228 743 2328</box>
instruction-line: ପ୍ରତ୍ୟେକ ପ୍ରଶ୍ନର ମୂଲ୍ୟାଙ୍କ ଦକ୍ଷିଣ ପାର୍ଶ୍ୱରେ ଦିଆଯାଇଛି। <box>35 264 343 280</box>
verse-block <box>1106 600 1466 635</box>
question-line: (ଖ) ସସୂତ୍ରସହ ସରଳାର୍ଥ ଲେଖ। (ପ୍ରାୟ ୫୦ଟି ଶବ୍ଦ ମଧ୍ୟରେ) |5 <box>8 1690 318 1706</box>
verse-line: ସେତେ ତ ଦେଉଛି ଘୁରି <box>1234 406 1338 422</box>
question-line: (ଗ) 'ଜଗନ୍ନାଥଙ୍କର ଲଳନ୍ତୁ' ରାମାନନ୍ଦ ଦ୍ୱାରା ରଚିତ। <box>8 1410 271 1426</box>
question-line: (ଘ) ଏକ ମାଡ଼କେ ଦାନ୍ତ ପାଡ଼ି ନାହିଁ, (ଙ) କୋପ ସାଗର ବାନ୍ଧ <box>8 1314 297 1330</box>
question-line: (ଖ) ଜେଲଖାନରେ କେଉଁ ରଙ୍ଗ ଦିଆଯାଉଥିଲା ଅଧିକ ବେଳ? <box>8 1018 292 1034</box>
verse-line: "ଜନମର କଳେ ବଢ଼ିଲା, <box>1231 760 1341 776</box>
newspaper-logo[interactable] <box>6 11 198 114</box>
verse-line: "ରାଠ ସହ ରାଜ୍ୟ-ପାଟି ରାତି ପାହିଲା।" <box>1198 848 1374 864</box>
